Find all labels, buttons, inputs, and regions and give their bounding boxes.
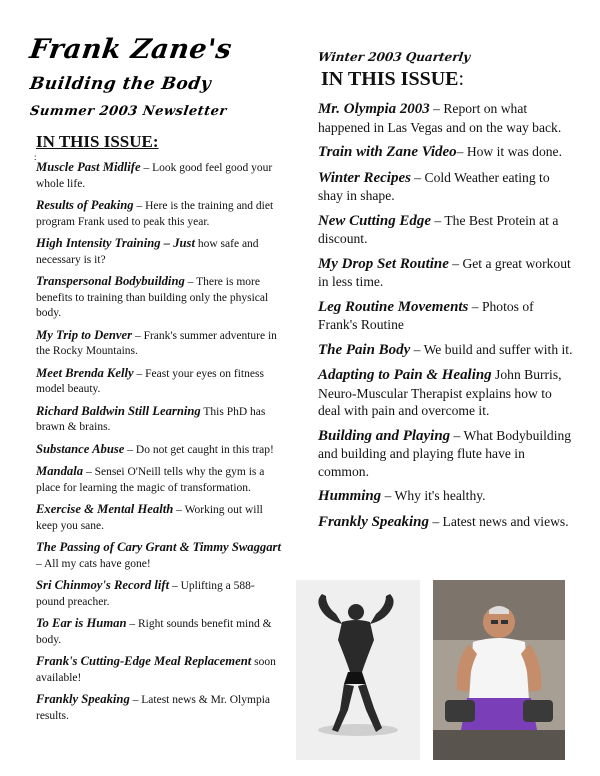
item-description: This PhD has brawn & brains. (36, 405, 266, 433)
frank-zane-dumbbell-photo (433, 580, 565, 760)
left-contents-item-3 (36, 236, 282, 268)
item-description: – The Best Protein at a discount. (318, 212, 559, 246)
right-contents-item-5 (318, 255, 576, 291)
right-contents-item-10 (318, 487, 576, 506)
item-description: – There is more benefits to training than building only the physical body. (36, 276, 269, 319)
item-title: Meet Brenda Kelly (36, 365, 134, 380)
item-title: The Pain Body (318, 341, 411, 358)
left-contents-item-14 (36, 654, 282, 686)
stray-mark: : (34, 152, 37, 162)
right-section-heading (321, 68, 464, 91)
right-contents-item-7 (318, 341, 576, 360)
item-description: – Sensei O'Neill tells why the gym is a place for learning the magic of transformation. (36, 466, 265, 494)
left-contents-item-7 (36, 404, 282, 436)
left-contents-item-8 (36, 442, 282, 459)
item-description: John Burris, Neuro-Muscular Therapist explains how to deal with pain and overcome it. (318, 367, 562, 418)
left-contents-item-12 (36, 578, 282, 610)
item-description: – Do not get caught in this trap! (124, 443, 274, 456)
item-description: – Frank's summer adventure in the Rocky Mountains. (36, 329, 277, 357)
left-contents-item-5 (36, 328, 282, 360)
masthead-brand: Frank Zane's (27, 34, 234, 65)
item-description: – Get a great workout in less time. (318, 255, 571, 289)
item-description: – What Bodybuilding and building and playing flute have in common. (318, 427, 572, 479)
item-description: – We build and suffer with it. (410, 341, 573, 357)
bodybuilder-pose-illustration (296, 580, 420, 760)
masthead-subtitle: Building the Body (28, 74, 213, 94)
item-title: Richard Baldwin Still Learning (36, 403, 201, 418)
item-title: My Trip to Denver (36, 327, 133, 342)
item-title: Mandala (36, 464, 84, 478)
item-description: – Cold Weather eating to shay in shape. (318, 169, 550, 203)
item-title: Exercise & Mental Health (36, 502, 174, 516)
item-title: Leg Routine Movements (318, 298, 469, 315)
right-contents-item-8 (318, 366, 576, 420)
item-title: To Ear is Human (36, 616, 127, 630)
item-title: Frankly Speaking (318, 513, 429, 530)
right-contents-list (318, 100, 576, 538)
right-contents-item-11 (318, 513, 576, 532)
item-description: – Look good feel good your whole life. (36, 162, 273, 190)
item-title: Humming (318, 488, 382, 504)
left-contents-item-9 (36, 464, 282, 496)
left-contents-item-2 (36, 198, 282, 230)
masthead-edition: Summer 2003 Newsletter (28, 104, 228, 119)
item-title: Transpersonal Bodybuilding (36, 274, 185, 288)
item-title: Results of Peaking (36, 198, 134, 212)
item-description: – All my cats have gone! (36, 557, 151, 570)
item-description: – How it was done. (456, 144, 562, 159)
dumbbell-seated-illustration (433, 580, 565, 760)
right-contents-item-9 (318, 427, 576, 481)
item-title: Building and Playing (318, 427, 451, 444)
left-contents-item-6 (36, 366, 282, 398)
item-title: Winter Recipes (318, 169, 411, 186)
right-edition-title: Winter 2003 Quarterly (317, 50, 472, 64)
right-contents-item-2 (318, 143, 576, 162)
left-contents-item-11 (36, 540, 282, 572)
item-description: – Here is the training and diet program Frank used to peak this year. (36, 200, 274, 228)
right-contents-item-1 (318, 100, 576, 136)
item-title: Substance Abuse (36, 441, 125, 456)
item-description: how safe and necessary is it? (36, 238, 259, 266)
left-contents-item-1 (36, 160, 282, 192)
item-title: Mr. Olympia 2003 (318, 101, 430, 117)
item-title: My Drop Set Routine (318, 255, 449, 272)
left-contents-list (36, 160, 282, 730)
right-heading-text: IN THIS ISSUE (321, 68, 459, 90)
item-title: Adapting to Pain & Healing (318, 367, 492, 383)
item-title: Muscle Past Midlife (36, 160, 141, 174)
item-description: – Right sounds benefit mind & body. (36, 618, 272, 646)
right-contents-item-3 (318, 169, 576, 205)
item-description: – Latest news & Mr. Olympia results. (36, 694, 270, 722)
right-contents-item-4 (318, 212, 576, 248)
left-section-heading: IN THIS ISSUE: (36, 132, 159, 151)
item-title: Sri Chinmoy's Record lift (36, 578, 170, 592)
right-contents-item-6 (318, 298, 576, 334)
left-contents-item-4 (36, 274, 282, 322)
item-title: Train with Zane Video (318, 144, 457, 160)
item-description: – Photos of Frank's Routine (318, 298, 534, 332)
item-title: New Cutting Edge (318, 212, 431, 229)
item-title: The Passing of Cary Grant & Timmy Swaggart (36, 540, 281, 554)
item-description: – Latest news and views. (428, 513, 569, 529)
left-contents-item-13 (36, 616, 282, 648)
item-description: – Feast your eyes on fitness model beauty. (36, 367, 264, 395)
item-title: Frankly Speaking (36, 692, 130, 706)
item-title: High Intensity Training – Just (36, 236, 195, 250)
bodybuilder-pose-photo (296, 580, 420, 760)
item-description: – Working out will keep you sane. (36, 504, 263, 532)
right-heading-colon: : (458, 68, 465, 90)
item-title: Frank's Cutting-Edge Meal Replacement (36, 654, 252, 668)
item-description: – Report on what happened in Las Vegas and on the way back. (318, 101, 562, 135)
left-contents-item-15 (36, 692, 282, 724)
item-description: – Why it's healthy. (381, 488, 486, 503)
item-description: soon available! (36, 656, 276, 684)
item-description: – Uplifting a 588-pound preacher. (36, 580, 255, 608)
left-contents-item-10 (36, 502, 282, 534)
